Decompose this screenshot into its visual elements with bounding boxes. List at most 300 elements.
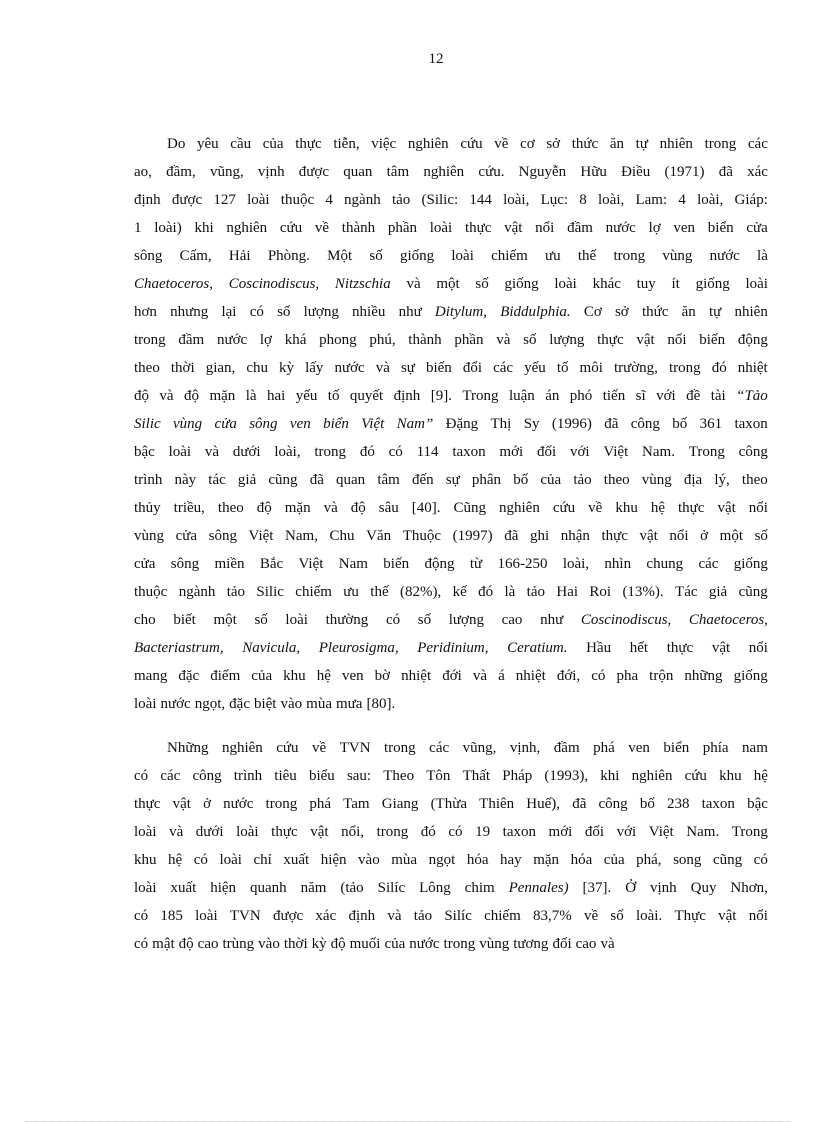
word: bậc	[134, 444, 155, 460]
word: đới,	[556, 668, 581, 684]
word: cũng	[712, 852, 743, 868]
word: thực	[601, 528, 628, 544]
word: số	[369, 248, 383, 264]
word: vịnh,	[509, 740, 541, 756]
word: hiện	[210, 880, 237, 896]
word: đó	[478, 584, 494, 600]
word: Silíc	[444, 908, 472, 924]
word: tuy	[636, 276, 656, 292]
word: cứu.	[478, 164, 505, 180]
word: tương	[513, 936, 549, 952]
word: có	[753, 852, 768, 868]
word: loài.	[635, 908, 663, 924]
word: Silic	[256, 584, 284, 600]
word: thức	[571, 136, 599, 152]
word: của	[603, 852, 625, 868]
word: nổi	[535, 220, 555, 236]
word: cứu	[552, 500, 576, 516]
word: hay	[500, 852, 522, 868]
word: đã	[572, 796, 587, 812]
italic-word: ven	[289, 416, 311, 432]
word: phần	[454, 332, 484, 348]
word: hóa	[466, 852, 489, 868]
word: khác	[592, 276, 621, 292]
word: mật	[152, 936, 175, 952]
word: Nam.	[642, 444, 675, 460]
word: triều,	[173, 500, 205, 516]
word: thuộc	[280, 192, 315, 208]
text-line	[134, 846, 768, 874]
word: cầu	[230, 136, 252, 152]
word: khu	[719, 768, 742, 784]
word: gian,	[205, 360, 236, 376]
word: đã	[309, 472, 324, 488]
italic-word: Nitzschia	[334, 276, 391, 292]
word: Thiên	[479, 796, 515, 812]
word: thực	[464, 220, 492, 236]
word: một	[719, 528, 744, 544]
word: vịnh	[257, 164, 285, 180]
word: cứu	[279, 220, 303, 236]
word: việc	[371, 136, 397, 152]
word: vào	[258, 936, 280, 952]
word: với	[616, 824, 637, 840]
word: có	[591, 668, 606, 684]
word: biệt	[253, 696, 277, 712]
italic-word: Ditylum,	[434, 304, 487, 320]
word: và	[406, 276, 421, 292]
word: quanh	[249, 880, 287, 896]
word: như	[540, 612, 564, 628]
word: Silíc	[377, 880, 406, 896]
word: vùng	[479, 936, 510, 952]
word: Do	[167, 136, 186, 152]
word: song	[673, 852, 702, 868]
word: loài	[134, 824, 157, 840]
word: cao	[575, 936, 597, 952]
word: sông	[134, 248, 163, 264]
word: loài,	[562, 556, 590, 572]
text-line	[134, 382, 768, 410]
word: trình	[134, 472, 163, 488]
word: và	[472, 668, 488, 684]
word: kế	[452, 584, 467, 600]
word: có	[134, 936, 149, 952]
word: lấy	[305, 360, 324, 376]
word: nước	[160, 696, 191, 712]
word: nổi	[667, 332, 687, 348]
word: trong	[443, 936, 476, 952]
word: ở	[203, 796, 212, 812]
word: các	[747, 136, 768, 152]
word: loài	[745, 276, 768, 292]
word: nhiên	[734, 304, 768, 320]
word: sự	[400, 360, 415, 376]
word: (tảo	[340, 880, 364, 896]
word: luận	[508, 388, 535, 404]
word: phá	[309, 796, 332, 812]
word: đã	[604, 416, 619, 432]
word: trong	[704, 136, 737, 152]
word: án	[545, 388, 560, 404]
word: sau:	[346, 768, 372, 784]
word: đặc	[229, 696, 250, 712]
word: loài	[195, 908, 218, 924]
word: thế	[370, 584, 389, 600]
word: hai	[266, 388, 286, 404]
word: cũng	[268, 472, 298, 488]
word: nhìn	[604, 556, 632, 572]
word: chiếm	[491, 248, 528, 264]
word: Trong	[462, 388, 499, 404]
word: và	[387, 908, 402, 924]
word: trong	[613, 248, 646, 264]
word: mới	[499, 444, 524, 460]
word: đối	[552, 936, 572, 952]
word: mặn	[209, 388, 236, 404]
word: Hữu	[580, 164, 607, 180]
word: ghi	[529, 528, 550, 544]
word: nổi	[748, 908, 768, 924]
word: theo	[134, 360, 160, 376]
italic-word: Peridinium,	[417, 640, 489, 656]
word: tảo	[526, 584, 545, 600]
word: nhưng	[170, 304, 209, 320]
word: xác	[747, 164, 768, 180]
word: cửa	[746, 220, 768, 236]
word: ven	[628, 740, 650, 756]
word: chỉ	[253, 852, 272, 868]
word: Nhơn,	[730, 880, 768, 896]
word: này	[174, 472, 197, 488]
word: sở	[546, 136, 561, 152]
word: thực	[677, 500, 705, 516]
word: và	[159, 388, 174, 404]
text-line	[134, 606, 768, 634]
word: đó	[711, 360, 727, 376]
word: số	[523, 332, 537, 348]
text-line	[134, 902, 768, 930]
word: động	[424, 556, 455, 572]
word: taxon	[502, 824, 536, 840]
word: vật	[639, 528, 658, 544]
word: xác	[315, 908, 337, 924]
word: trong	[134, 332, 166, 348]
word: ven	[673, 220, 696, 236]
word: ngành	[344, 192, 381, 208]
text-line	[134, 874, 768, 902]
word: bố	[513, 472, 529, 488]
word: (Thừa	[430, 796, 468, 812]
word: Việt	[648, 824, 674, 840]
text-line	[134, 930, 768, 958]
word: á	[498, 668, 505, 684]
word: sự	[445, 472, 460, 488]
word: Cấm,	[179, 248, 212, 264]
word: Trong	[731, 824, 768, 840]
word: thực	[271, 824, 298, 840]
word: nước	[409, 936, 440, 952]
word: trùng	[222, 936, 255, 952]
word: được	[298, 164, 330, 180]
word: (82%),	[399, 584, 442, 600]
word: lợ	[259, 332, 272, 348]
word: nhiệt	[515, 668, 546, 684]
word: thường	[325, 612, 369, 628]
word: nghiên	[407, 136, 449, 152]
word: các	[493, 360, 514, 376]
word: thành	[341, 220, 376, 236]
word: Chu	[329, 528, 355, 544]
word: Điều	[621, 164, 651, 180]
word: được	[171, 192, 203, 208]
word: TVN	[339, 740, 371, 756]
word: giả	[708, 584, 728, 600]
word: thức	[641, 304, 669, 320]
word: mang	[134, 668, 168, 684]
word: tảo	[573, 472, 592, 488]
word: Quy	[690, 880, 717, 896]
word: sĩ	[635, 388, 646, 404]
word: vật	[711, 640, 731, 656]
word: bố	[639, 796, 655, 812]
word: và	[169, 824, 184, 840]
word: lợ	[648, 220, 661, 236]
word: tác	[208, 472, 226, 488]
word: đặc	[178, 668, 200, 684]
word: taxon	[734, 416, 768, 432]
word: khi	[600, 768, 620, 784]
word: Tôn	[426, 768, 451, 784]
word: trong	[384, 740, 416, 756]
word: giống	[733, 556, 768, 572]
word: vùng	[134, 528, 164, 544]
word: loài	[247, 192, 270, 208]
text-line	[134, 662, 768, 690]
paragraph-gap	[134, 718, 768, 734]
word: kỳ	[311, 936, 327, 952]
word: một	[213, 612, 237, 628]
word: thực	[666, 640, 694, 656]
word: 114	[416, 444, 439, 460]
word: Nam,	[285, 528, 318, 544]
word: trong	[376, 824, 409, 840]
text-line	[134, 242, 768, 270]
word: Thất	[462, 768, 491, 784]
word: công	[738, 444, 768, 460]
word: trong	[668, 360, 701, 376]
word: giống	[695, 276, 730, 292]
word: lượng	[303, 304, 339, 320]
word: 185	[160, 908, 183, 924]
text-line	[134, 130, 768, 158]
word: lại	[221, 304, 237, 320]
word: taxon	[452, 444, 486, 460]
word: thực	[295, 136, 322, 152]
word: Nam.	[686, 824, 720, 840]
word: ngành	[178, 584, 216, 600]
word: Hải	[228, 248, 251, 264]
word: vào	[358, 852, 380, 868]
word: 144	[469, 192, 492, 208]
word: nước	[223, 796, 254, 812]
word: của	[384, 936, 406, 952]
word: quyết	[349, 388, 384, 404]
word: loài	[134, 696, 157, 712]
word: dưới	[232, 444, 261, 460]
word: nước	[216, 332, 248, 348]
word: mặn	[533, 852, 560, 868]
word: phá	[593, 740, 615, 756]
word: chu	[246, 360, 268, 376]
word: địa	[683, 472, 703, 488]
word: nhận	[560, 528, 590, 544]
word: loài,	[598, 192, 625, 208]
italic-word: cửa	[214, 416, 237, 432]
word: cứu	[276, 740, 299, 756]
word: biết	[173, 612, 196, 628]
word: quan	[336, 472, 366, 488]
word: cao	[197, 936, 219, 952]
word: vật	[718, 908, 737, 924]
word: 361	[699, 416, 723, 432]
word: loài	[168, 444, 192, 460]
word: và	[204, 444, 220, 460]
text-line	[134, 550, 768, 578]
word: phân	[471, 472, 502, 488]
word: là	[757, 248, 768, 264]
word: hơn	[134, 304, 157, 320]
word: vật	[717, 500, 736, 516]
word: tố	[327, 388, 340, 404]
word: nổi	[748, 500, 768, 516]
word: động	[737, 332, 768, 348]
word: cứu	[684, 768, 707, 784]
word: 1	[134, 220, 142, 236]
word: dưới	[195, 824, 224, 840]
word: Nguyễn	[518, 164, 567, 180]
word: cứu	[460, 136, 483, 152]
word: đối	[584, 824, 605, 840]
word: môi	[579, 360, 603, 376]
word: Lông	[419, 880, 451, 896]
word: biến	[425, 360, 452, 376]
italic-word: Pennales)	[508, 880, 569, 896]
text-line	[134, 298, 768, 326]
word: theo	[217, 500, 244, 516]
word: vùng	[662, 248, 693, 264]
word: có	[249, 304, 264, 320]
word: tiến	[602, 388, 626, 404]
word: giống	[399, 248, 435, 264]
word: phú,	[369, 332, 396, 348]
word: từ	[469, 556, 483, 572]
word: số	[417, 612, 432, 628]
word: nước	[605, 220, 636, 236]
word: biển	[707, 220, 734, 236]
word: ăn	[609, 136, 625, 152]
word: của	[540, 472, 562, 488]
word: Ở	[625, 880, 637, 896]
word: nhiệt	[737, 360, 768, 376]
italic-word: Bacteriastrum,	[134, 640, 224, 656]
word: khu	[134, 852, 157, 868]
word: 166-250	[497, 556, 548, 572]
word: loài	[285, 612, 308, 628]
word: hiện	[320, 852, 347, 868]
italic-word: Coscinodiscus,	[228, 276, 320, 292]
word: độ	[330, 936, 346, 952]
italic-word: Ceratium.	[507, 640, 568, 656]
word: ngọt,	[194, 696, 226, 712]
word: hệ	[650, 500, 665, 516]
word: số	[277, 304, 291, 320]
word: phần	[387, 220, 417, 236]
word: độ	[134, 388, 149, 404]
word: cơ	[520, 136, 535, 152]
word: thực	[597, 332, 624, 348]
word: đã	[504, 528, 519, 544]
word: đề	[686, 388, 701, 404]
word: có	[385, 612, 401, 628]
word: tố	[556, 360, 569, 376]
word: giống	[504, 276, 539, 292]
word: 83,7%	[532, 908, 572, 924]
word: là	[245, 388, 257, 404]
word: yêu	[196, 136, 219, 152]
word: [9].	[430, 388, 452, 404]
word: ưu	[343, 584, 359, 600]
word: Một	[327, 248, 353, 264]
word: vào	[280, 696, 303, 712]
word: độ	[178, 936, 194, 952]
word: vật	[310, 824, 329, 840]
word: (Silic:	[421, 192, 459, 208]
word: pha	[616, 668, 639, 684]
italic-word: Việt	[361, 416, 385, 432]
word: tiêu	[274, 768, 297, 784]
word: độ	[184, 388, 200, 404]
word: Cơ	[583, 304, 602, 320]
word: có	[448, 824, 463, 840]
italic-word: Nam”	[396, 416, 434, 432]
word: chung	[646, 556, 684, 572]
word: các	[429, 740, 450, 756]
word: loài,	[274, 444, 301, 460]
word: thuộc	[134, 584, 168, 600]
word: giả	[237, 472, 257, 488]
word: có	[134, 768, 149, 784]
word: nghiên	[423, 164, 465, 180]
text-line	[134, 326, 768, 354]
word: Phòng.	[267, 248, 310, 264]
word: về	[588, 500, 603, 516]
text-line	[134, 438, 768, 466]
text-line	[134, 494, 768, 522]
word: ven	[341, 668, 364, 684]
word: thời	[283, 936, 308, 952]
word: các	[160, 768, 181, 784]
word: cao	[501, 612, 523, 628]
word: Đặng	[445, 416, 479, 432]
word: bố	[672, 416, 688, 432]
word: cửa	[175, 528, 198, 544]
word: ao,	[134, 164, 152, 180]
word: vật	[504, 220, 523, 236]
word: [80].	[366, 696, 396, 712]
word: trường,	[613, 360, 658, 376]
word: loài	[429, 220, 453, 236]
